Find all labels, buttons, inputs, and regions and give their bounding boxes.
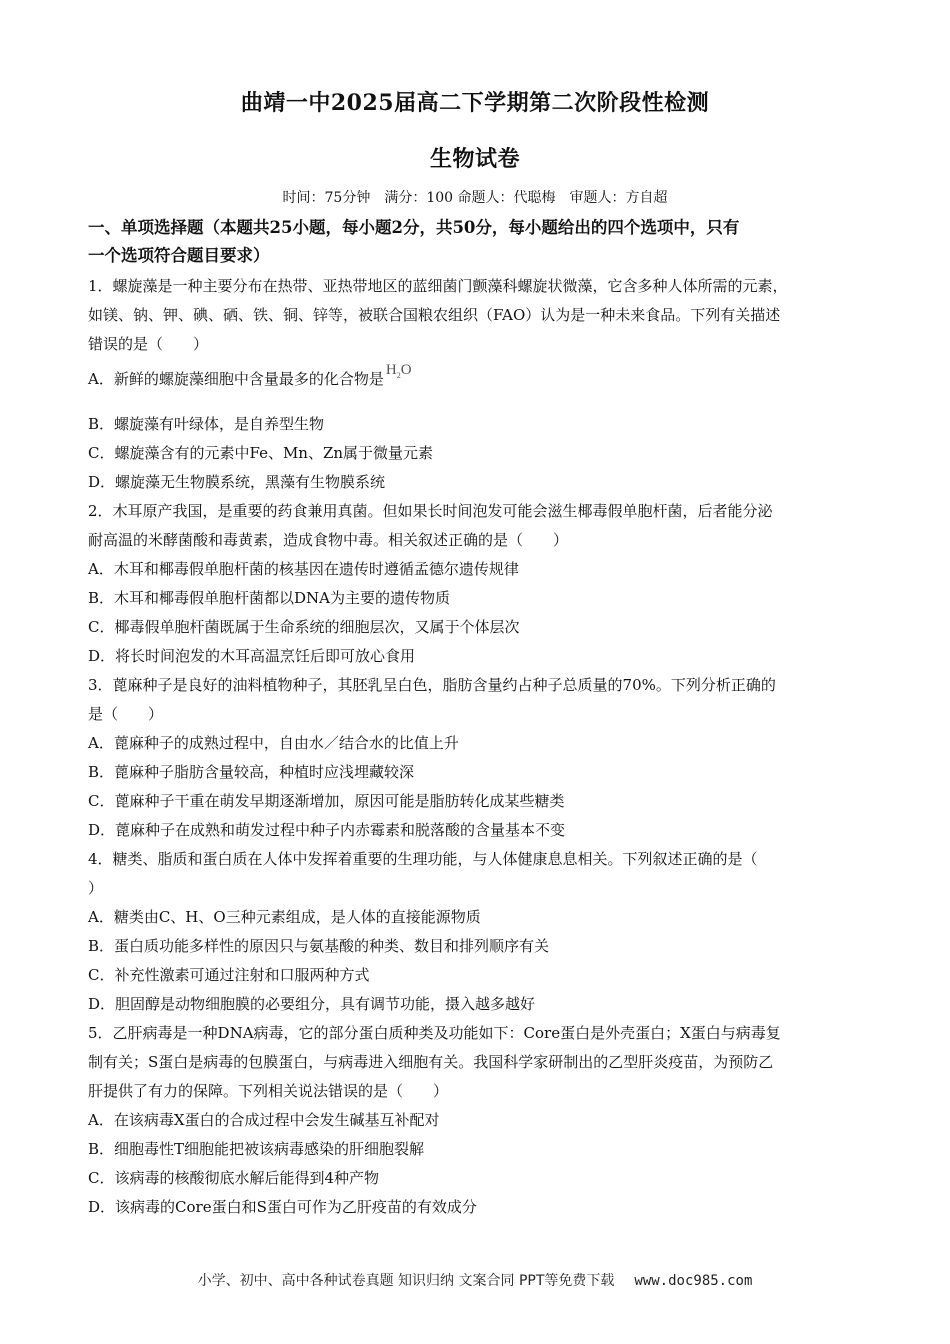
option-c: C．螺旋藻含有的元素中Fe、Mn、Zn属于微量元素 <box>88 444 434 462</box>
option-d: D．该病毒的Core蛋白和S蛋白可作为乙肝疫苗的有效成分 <box>88 1198 477 1216</box>
question-stem-line: 如镁、钠、钾、碘、硒、铁、铜、锌等，被联合国粮农组织（FAO）认为是一种未来食品。下列有关描述 <box>88 306 781 324</box>
water-formula: $H_2O$ <box>385 362 412 380</box>
question-stem-line: 错误的是（ ） <box>88 335 209 353</box>
section-heading <box>88 214 878 270</box>
option-c: C．该病毒的核酸彻底水解后能得到4种产物 <box>88 1169 380 1187</box>
question-stem-line: ） <box>88 879 104 897</box>
question-stem-line: 1．螺旋藻是一种主要分布在热带、亚热带地区的蓝细菌门颤藻科螺旋状微藻，它含多种人体所需的元素， <box>88 277 788 295</box>
question-stem-line: 2．木耳原产我国，是重要的药食兼用真菌。但如果长时间泡发可能会滋生椰毒假单胞杆菌，后者能分泌 <box>88 502 773 520</box>
option-b: B．细胞毒性T细胞能把被该病毒感染的肝细胞裂解 <box>88 1140 425 1158</box>
option-a: A．木耳和椰毒假单胞杆菌的核基因在遗传时遵循孟德尔遗传规律 <box>88 560 519 578</box>
question-1 <box>88 272 878 497</box>
exam-subject: 生物试卷 <box>429 146 520 172</box>
question-stem-line: 3．蓖麻种子是良好的油料植物种子，其胚乳呈白色，脂肪含量约占种子总质量的70%。下列分析正确的 <box>88 676 776 694</box>
option-d: D．将长时间泡发的木耳高温烹饪后即可放心食用 <box>88 647 416 665</box>
question-stem-line: 肝提供了有力的保障。下列相关说法错误的是（ ） <box>88 1082 449 1100</box>
question-stem-line: 5．乙肝病毒是一种DNA病毒，它的部分蛋白质种类及功能如下：Core蛋白是外壳蛋白；X蛋白与病毒复 <box>88 1024 781 1042</box>
option-c: C．椰毒假单胞杆菌既属于生命系统的细胞层次，又属于个体层次 <box>88 618 520 636</box>
section-heading-line-1: 一、单项选择题（本题共25小题，每小题2分，共50分，每小题给出的四个选项中，只有 <box>88 218 740 237</box>
section-heading-line-2: 一个选项符合题目要求） <box>88 246 270 265</box>
question-stem-line: 耐高温的米酵菌酸和毒黄素，造成食物中毒。相关叙述正确的是（ ） <box>88 531 569 549</box>
exam-meta: 时间：75分钟 满分：100 命题人：代聪梅 审题人：方自超 <box>282 190 668 206</box>
option-d: D．胆固醇是动物细胞膜的必要组分，具有调节功能，摄入越多越好 <box>88 995 536 1013</box>
option-b: B．螺旋藻有叶绿体，是自养型生物 <box>88 415 325 433</box>
question-4 <box>88 845 878 1019</box>
question-5 <box>88 1019 878 1222</box>
option-d: D．螺旋藻无生物膜系统，黑藻有生物膜系统 <box>88 473 386 491</box>
option-a: A．蓖麻种子的成熟过程中，自由水／结合水的比值上升 <box>88 734 459 752</box>
exam-title: 曲靖一中2025届高二下学期第二次阶段性检测 <box>240 90 710 116</box>
footer-text: 小学、初中、高中各种试卷真题 知识归纳 文案合同 PPT等免费下载 <box>197 1273 615 1289</box>
question-2 <box>88 497 878 671</box>
option-b: B．蛋白质功能多样性的原因只与氨基酸的种类、数目和排列顺序有关 <box>88 937 550 955</box>
question-3 <box>88 671 878 845</box>
option-b: B．木耳和椰毒假单胞杆菌都以DNA为主要的遗传物质 <box>88 589 451 607</box>
question-stem-line: 4．糖类、脂质和蛋白质在人体中发挥着重要的生理功能，与人体健康息息相关。下列叙述正确的是（ <box>88 850 758 868</box>
option-b: B．蓖麻种子脂肪含量较高，种植时应浅埋藏较深 <box>88 763 415 781</box>
question-stem-line: 是（ ） <box>88 705 164 723</box>
footer-link[interactable]: www.doc985.com <box>634 1273 753 1289</box>
option-c: C．补充性激素可通过注射和口服两种方式 <box>88 966 370 984</box>
question-stem-line: 制有关；S蛋白是病毒的包膜蛋白，与病毒进入细胞有关。我国科学家研制出的乙型肝炎疫苗，为预防乙 <box>88 1053 774 1071</box>
option-a <box>88 362 878 400</box>
option-text: A．新鲜的螺旋藻细胞中含量最多的化合物是 <box>88 370 384 388</box>
page-footer <box>0 1270 950 1290</box>
option-d: D．蓖麻种子在成熟和萌发过程中种子内赤霉素和脱落酸的含量基本不变 <box>88 821 566 839</box>
option-a: A．在该病毒X蛋白的合成过程中会发生碱基互补配对 <box>88 1111 440 1129</box>
question-list <box>88 272 878 1222</box>
option-a: A．糖类由C、H、O三种元素组成，是人体的直接能源物质 <box>88 908 481 926</box>
option-c: C．蓖麻种子干重在萌发早期逐渐增加，原因可能是脂肪转化成某些糖类 <box>88 792 565 810</box>
